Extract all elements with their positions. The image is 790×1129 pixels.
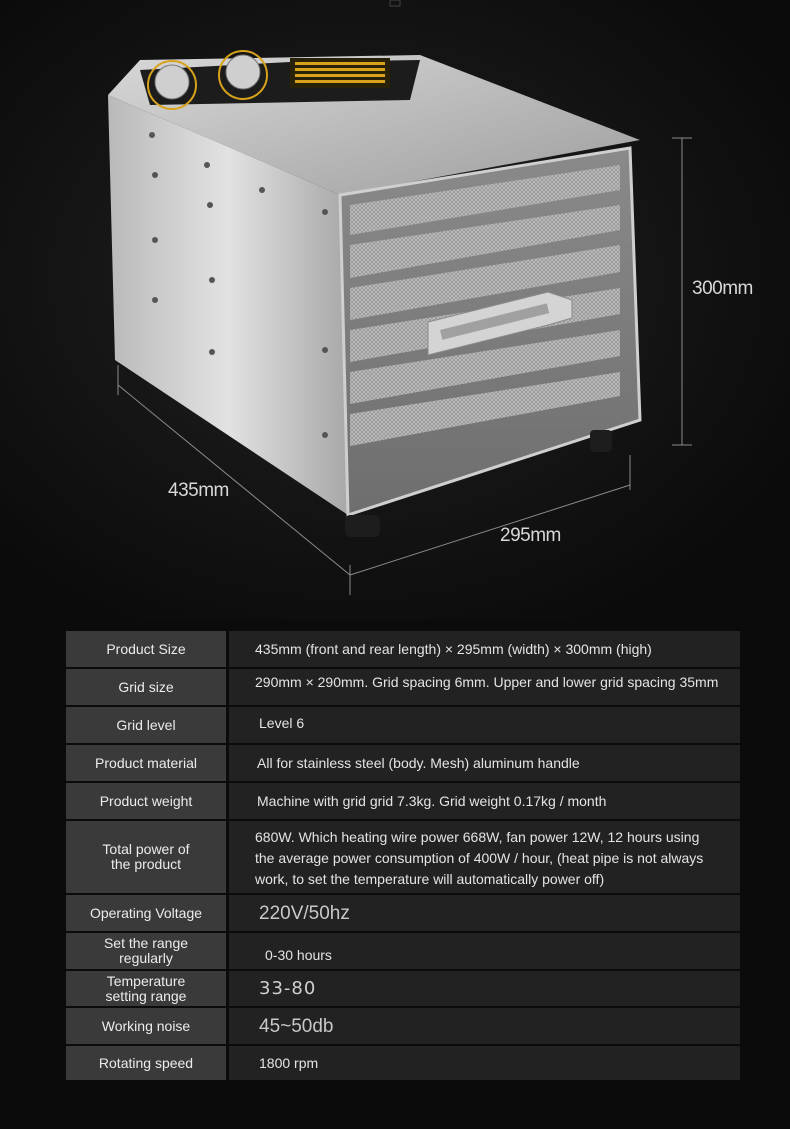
spec-value: 33-80	[229, 971, 740, 1006]
spec-label: Product weight	[66, 783, 229, 819]
spec-value: 220V/50hz	[229, 895, 740, 931]
spec-label: Operating Voltage	[66, 895, 229, 931]
spec-label: Product Size	[66, 631, 229, 667]
spec-label: Grid level	[66, 707, 229, 743]
spec-value: Level 6	[229, 707, 740, 743]
width-dimension-label: 295mm	[500, 525, 561, 546]
spec-table	[66, 631, 740, 1080]
spec-value: All for stainless steel (body. Mesh) aluminum handle	[229, 745, 740, 781]
spec-row	[66, 631, 740, 669]
spec-value: 290mm × 290mm. Grid spacing 6mm. Upper and lower grid spacing 35mm	[229, 669, 740, 705]
spec-row	[66, 933, 740, 971]
height-dimension-label: 300mm	[692, 278, 753, 299]
spec-value: 680W. Which heating wire power 668W, fan power 12W, 12 hours using the average power consumption of 400W / hour, (heat pipe is not always work, to set the temperature will automatically power off)	[229, 821, 740, 893]
spec-value: Machine with grid grid 7.3kg. Grid weight 0.17kg / month	[229, 783, 740, 819]
spec-value: 435mm (front and rear length) × 295mm (width) × 300mm (high)	[229, 631, 740, 667]
spec-row	[66, 745, 740, 783]
spec-label: Rotating speed	[66, 1046, 229, 1080]
spec-row	[66, 1046, 740, 1080]
spec-row	[66, 783, 740, 821]
spec-row	[66, 895, 740, 933]
spec-value: 45~50db	[229, 1008, 740, 1044]
spec-row	[66, 1008, 740, 1046]
depth-dimension-label: 435mm	[168, 480, 229, 501]
spec-label: Temperature setting range	[66, 971, 229, 1006]
spec-row	[66, 669, 740, 707]
spec-label: Product material	[66, 745, 229, 781]
spec-label: Working noise	[66, 1008, 229, 1044]
spec-row	[66, 971, 740, 1008]
spec-label: Set the range regularly	[66, 933, 229, 969]
spec-row	[66, 707, 740, 745]
spec-row	[66, 821, 740, 895]
spec-label: Total power of the product	[66, 821, 229, 893]
spec-value: 0-30 hours	[229, 933, 740, 969]
spec-value: 1800 rpm	[229, 1046, 740, 1080]
spec-label: Grid size	[66, 669, 229, 705]
